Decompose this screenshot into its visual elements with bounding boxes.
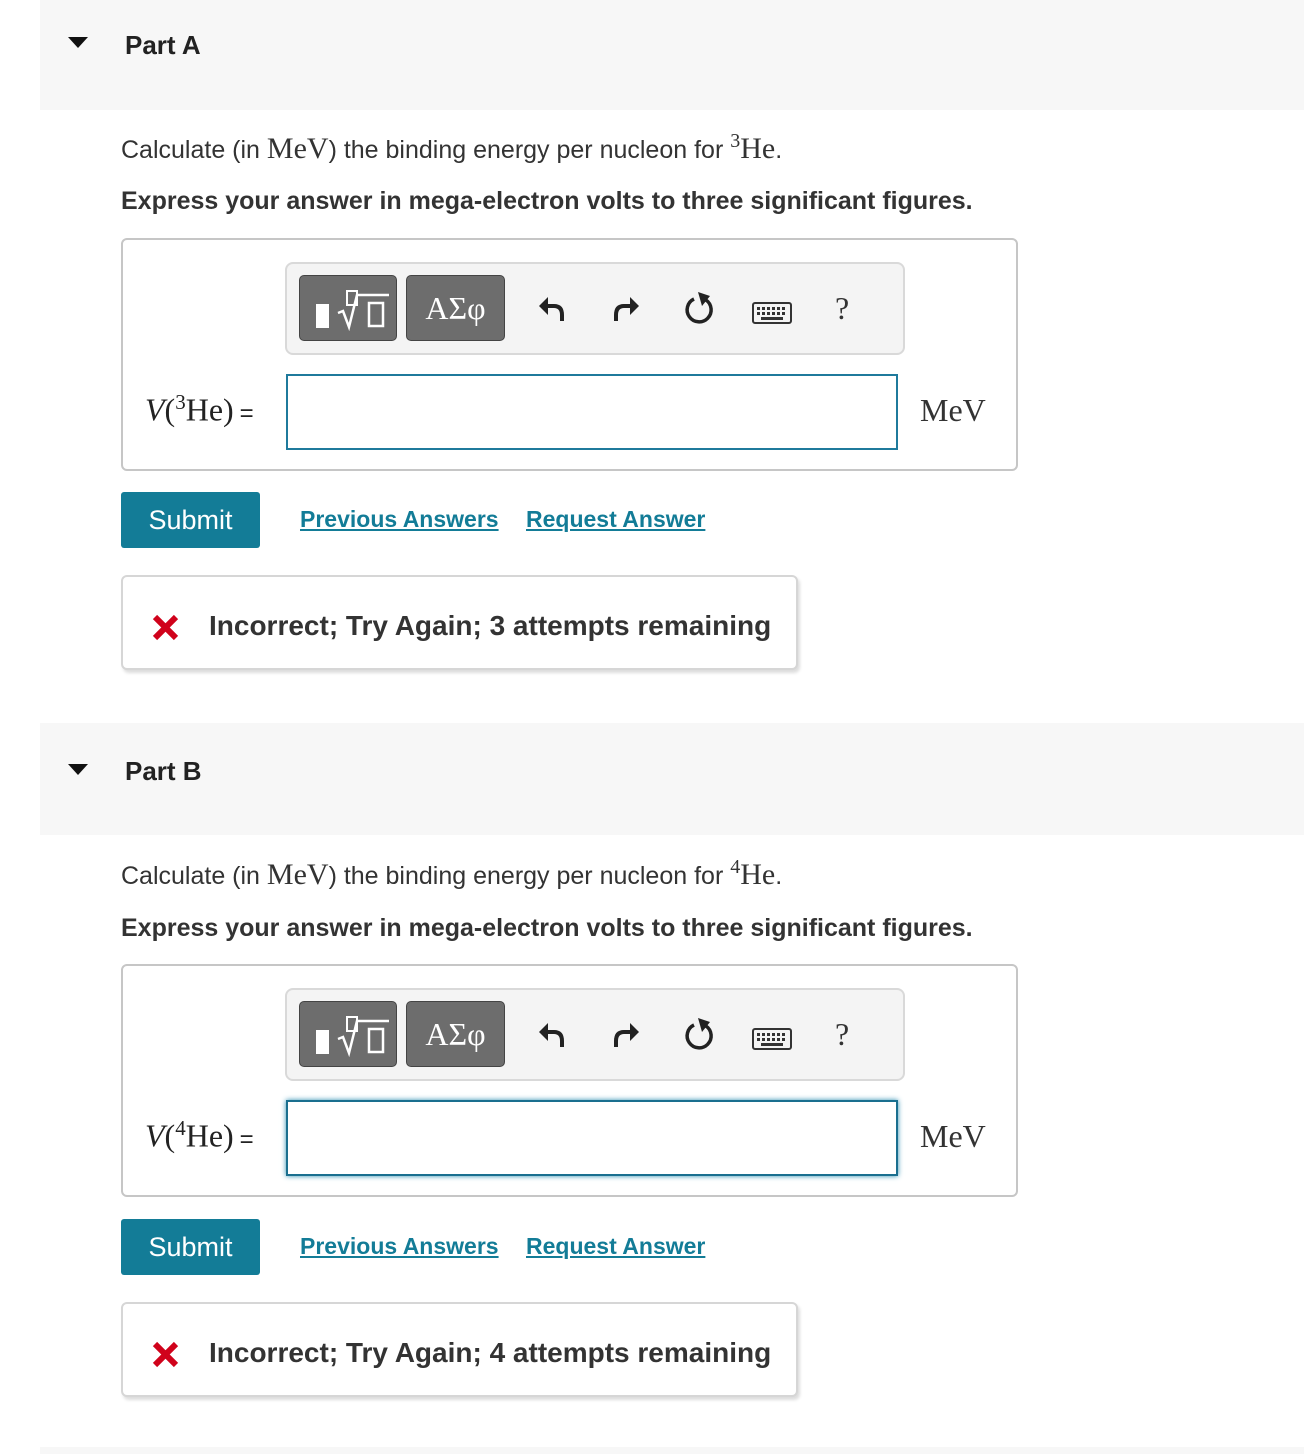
unit-label: MeV bbox=[920, 1118, 986, 1154]
collapse-arrow-icon[interactable] bbox=[68, 37, 88, 48]
templates-button[interactable] bbox=[299, 275, 397, 341]
submit-button[interactable]: Submit bbox=[121, 1219, 260, 1275]
submit-button[interactable]: Submit bbox=[121, 492, 260, 548]
incorrect-x-icon bbox=[152, 1341, 179, 1368]
part-title: Part B bbox=[125, 756, 202, 786]
templates-button[interactable] bbox=[299, 1001, 397, 1067]
math-toolbar bbox=[285, 988, 905, 1081]
request-answer-link[interactable]: Request Answer bbox=[526, 1233, 706, 1259]
part-b-header[interactable] bbox=[40, 723, 1304, 835]
greek-symbols-button[interactable]: ΑΣφ bbox=[406, 1001, 505, 1067]
answer-box bbox=[121, 964, 1018, 1197]
question-text: Calculate (in MeV) the binding energy per nucleon for $^4$He. bbox=[121, 856, 783, 891]
sqrt-template-icon bbox=[336, 289, 392, 331]
isotope: $^4$He bbox=[730, 856, 776, 891]
answer-input[interactable] bbox=[286, 1100, 898, 1176]
collapse-arrow-icon[interactable] bbox=[68, 764, 88, 775]
undo-icon[interactable] bbox=[535, 288, 569, 328]
math-toolbar bbox=[285, 262, 905, 355]
request-answer-link[interactable]: Request Answer bbox=[526, 506, 706, 532]
variable-label: V($^3$He) = bbox=[145, 390, 254, 428]
part-a-header[interactable] bbox=[40, 0, 1304, 110]
help-button[interactable]: ? bbox=[835, 1016, 850, 1052]
previous-answers-link[interactable]: Previous Answers bbox=[300, 1233, 499, 1259]
redo-icon[interactable] bbox=[609, 288, 643, 328]
sqrt-template-icon bbox=[336, 1015, 392, 1057]
variable-label: V($^4$He) = bbox=[145, 1116, 254, 1154]
unit-label: MeV bbox=[920, 392, 986, 428]
instruction-text: Express your answer in mega-electron volts to three significant figures. bbox=[121, 187, 973, 215]
answer-box bbox=[121, 238, 1018, 471]
feedback-message: Incorrect; Try Again; 4 attempts remaining bbox=[209, 1337, 772, 1368]
answer-input[interactable] bbox=[286, 374, 898, 450]
undo-icon[interactable] bbox=[535, 1014, 569, 1054]
part-title: Part A bbox=[125, 30, 201, 60]
cursor-block-icon bbox=[316, 304, 329, 328]
reset-icon[interactable] bbox=[680, 1014, 718, 1054]
feedback-box bbox=[121, 575, 798, 670]
feedback-message: Incorrect; Try Again; 3 attempts remaining bbox=[209, 610, 772, 641]
cursor-block-icon bbox=[316, 1030, 329, 1054]
unit-text: MeV bbox=[266, 132, 329, 165]
greek-symbols-button[interactable]: ΑΣφ bbox=[406, 275, 505, 341]
help-button[interactable]: ? bbox=[835, 290, 850, 326]
instruction-text: Express your answer in mega-electron volts to three significant figures. bbox=[121, 914, 973, 942]
next-part-header-edge bbox=[40, 1447, 1304, 1454]
isotope: $^3$He bbox=[730, 130, 776, 165]
feedback-box bbox=[121, 1302, 798, 1397]
unit-text: MeV bbox=[266, 858, 329, 891]
question-text: Calculate (in MeV) the binding energy per nucleon for $^3$He. bbox=[121, 130, 783, 165]
keyboard-icon[interactable] bbox=[752, 1028, 792, 1050]
keyboard-icon[interactable] bbox=[752, 302, 792, 324]
incorrect-x-icon bbox=[152, 614, 179, 641]
redo-icon[interactable] bbox=[609, 1014, 643, 1054]
reset-icon[interactable] bbox=[680, 288, 718, 328]
previous-answers-link[interactable]: Previous Answers bbox=[300, 506, 499, 532]
